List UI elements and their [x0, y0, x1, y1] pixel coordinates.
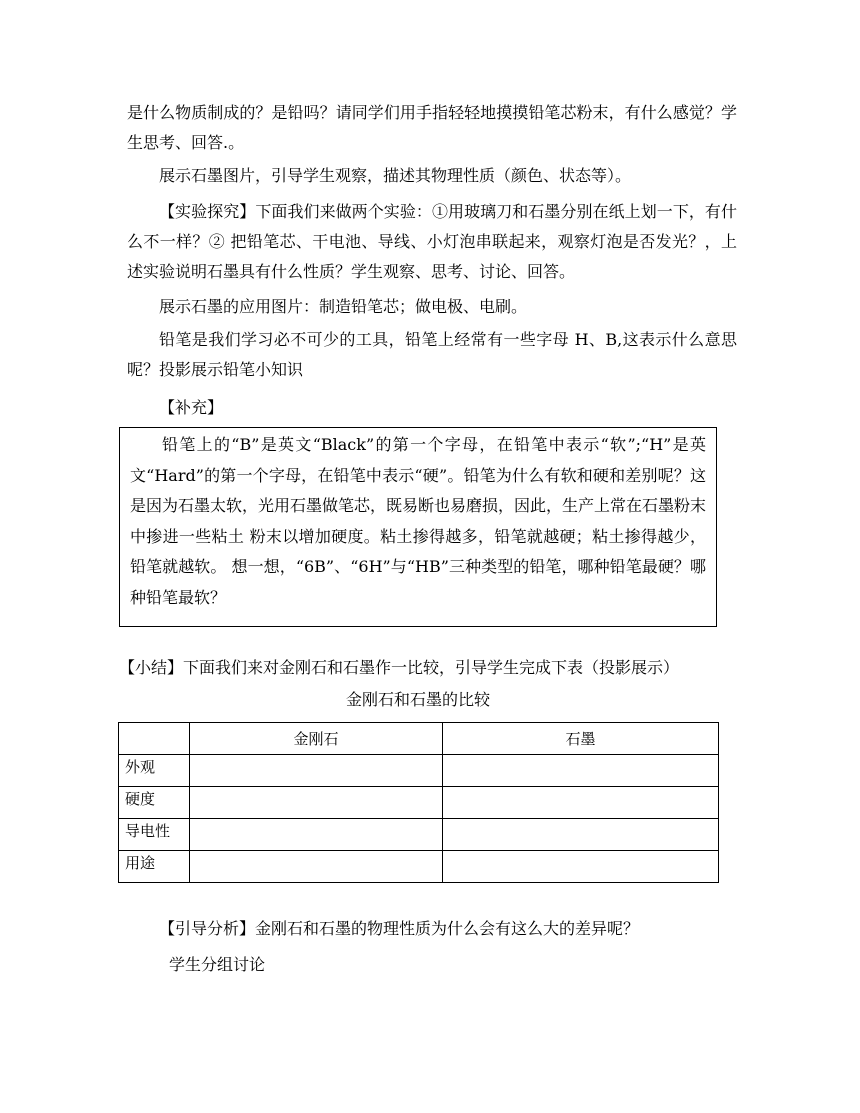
paragraph-discussion: 学生分组讨论	[169, 955, 266, 974]
row-label-appearance: 外观	[119, 755, 190, 787]
table-header-corner	[119, 723, 190, 755]
paragraph-analysis: 【引导分析】金刚石和石墨的物理性质为什么会有这么大的差异呢？	[159, 919, 640, 938]
comparison-table	[118, 722, 719, 883]
table-header-row	[119, 723, 719, 755]
cell-graphite-uses	[443, 851, 719, 883]
row-label-conductivity: 导电性	[119, 819, 190, 851]
table-header-diamond: 金刚石	[190, 723, 443, 755]
supplement-box	[119, 427, 717, 627]
cell-graphite-conductivity	[443, 819, 719, 851]
paragraph-show-graphite: 展示石墨图片，引导学生观察，描述其物理性质（颜色、状态等）。	[159, 166, 632, 185]
cell-diamond-uses	[190, 851, 443, 883]
table-row	[119, 787, 719, 819]
paragraph-pencil-letters: 铅笔是我们学习必不可少的工具，铅笔上经常有一些字母 H、B,这表示什么意思呢？投影展示铅笔小知识	[127, 330, 737, 379]
cell-diamond-appearance	[190, 755, 443, 787]
table-row	[119, 819, 719, 851]
table-header-graphite: 石墨	[443, 723, 719, 755]
summary-intro: 【小结】下面我们来对金刚石和石墨作一比较，引导学生完成下表（投影展示）	[119, 658, 680, 677]
cell-graphite-appearance	[443, 755, 719, 787]
paragraph-experiment: 【实验探究】下面我们来做两个实验：①用玻璃刀和石墨分别在纸上划一下，有什么不一样？② 把铅笔芯、干电池、导线、小灯泡串联起来，观察灯泡是否发光？，上述实验说明石墨具有什么性质？学生观察、思考、讨论、回答。	[127, 202, 737, 281]
paragraph-intro-question: 是什么物质制成的？是铅吗？请同学们用手指轻轻地摸摸铅笔芯粉末，有什么感觉？学生思考、回答.。	[127, 103, 737, 152]
cell-graphite-hardness	[443, 787, 719, 819]
row-label-uses: 用途	[119, 851, 190, 883]
paragraph-graphite-uses: 展示石墨的应用图片：制造铅笔芯；做电极、电刷。	[159, 297, 528, 316]
table-row	[119, 755, 719, 787]
supplement-text: 铅笔上的“B”是英文“Black”的第一个字母，在铅笔中表示“软”;“H”是英文“Hard”的第一个字母，在铅笔中表示“硬”。铅笔为什么有软和硬和差别呢？这是因为石墨太软，光用石墨做笔芯，既易断也易磨损，因此，生产上常在石墨粉末中掺进一些粘土 粉末以增加硬度。粘土掺得越多，铅笔就越硬；粘土掺得越少，铅笔就越软。 想一想，“6B”、“6H”与“HB”三种类型的铅笔，哪种铅笔最硬？哪种铅笔最软？	[130, 435, 707, 607]
cell-diamond-hardness	[190, 787, 443, 819]
table-caption: 金刚石和石墨的比较	[345, 690, 490, 709]
table-row	[119, 851, 719, 883]
cell-diamond-conductivity	[190, 819, 443, 851]
row-label-hardness: 硬度	[119, 787, 190, 819]
heading-supplement: 【补充】	[159, 398, 224, 417]
